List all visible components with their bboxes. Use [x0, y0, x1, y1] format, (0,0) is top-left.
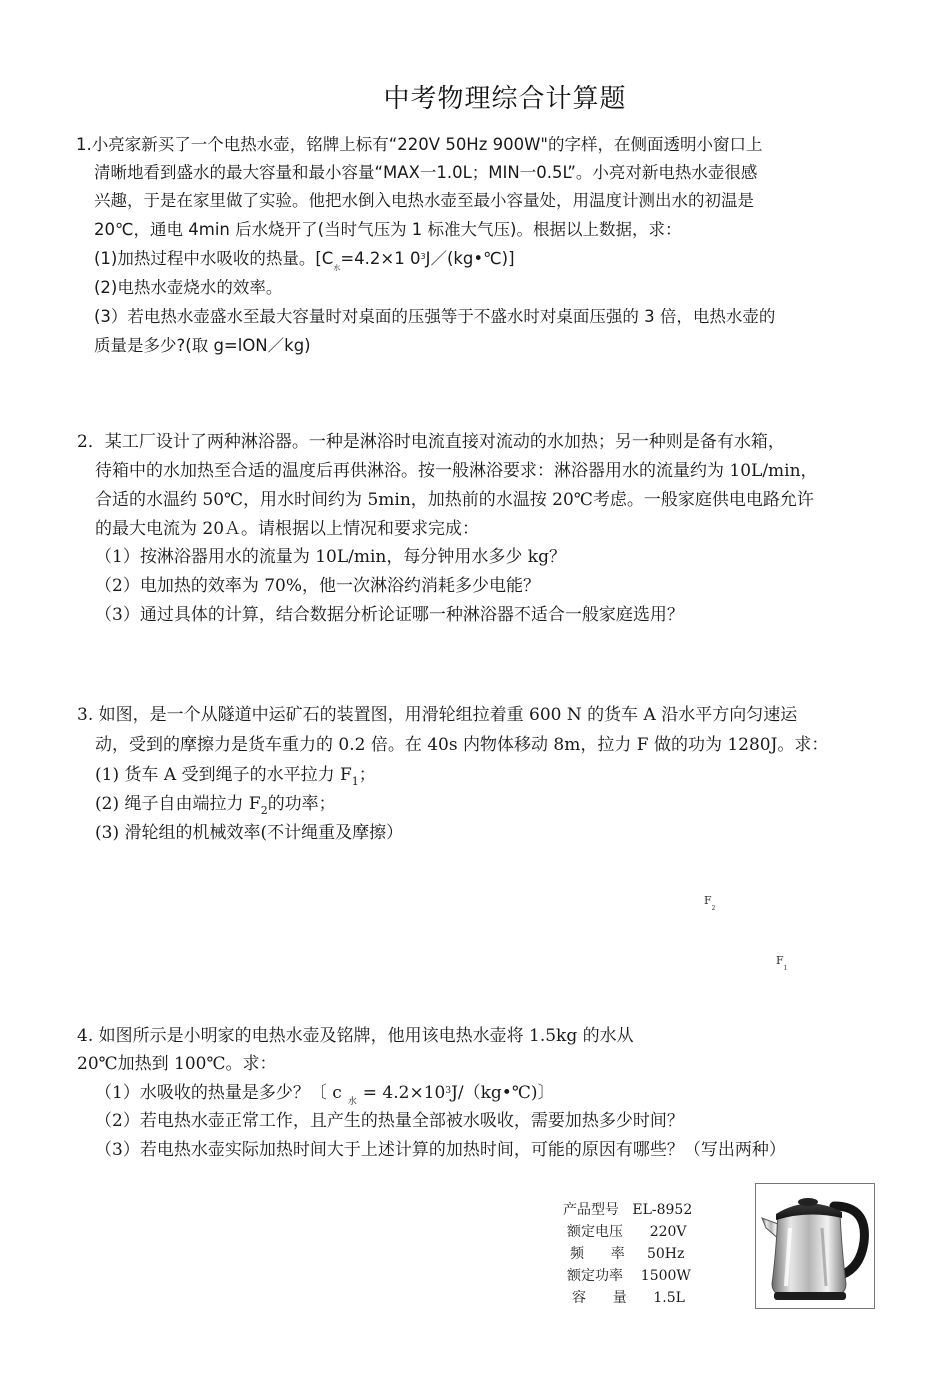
- q4-exponent: 3: [445, 1086, 452, 1096]
- q1-exponent: 3: [420, 252, 426, 261]
- q1-line-5-value: =4.2×1 0: [340, 249, 421, 268]
- q4-line-3-value: = 4.2×10: [362, 1083, 446, 1103]
- q4-line-3: [95, 1085, 554, 1107]
- q2-line-1: 2．某工厂设计了两种淋浴器。一种是淋浴时电流直接对流动的水加热；另一种则是备有水箱，: [77, 432, 785, 452]
- q3-line-4: [95, 796, 336, 816]
- q4-line-5: （3）若电热水壶实际加热时间大于上述计算的加热时间，可能的原因有哪些？（写出两种）: [95, 1140, 786, 1160]
- q1-line-5-unit: J／(kg•℃)]: [425, 249, 515, 268]
- nameplate-frequency: 频 率 50Hz: [570, 1246, 685, 1262]
- q3-line-3-end: ；: [358, 765, 376, 785]
- figure-label-f2: [704, 895, 715, 912]
- q2-line-7: （3）通过具体的计算，结合数据分析论证哪一种淋浴器不适合一般家庭选用？: [95, 605, 684, 625]
- q4-line-3-unit: J/（kg•℃)〕: [451, 1083, 555, 1103]
- q2-line-6: （2）电加热的效率为 70%，他一次淋浴约消耗多少电能？: [95, 576, 541, 596]
- q3-line-5: (3) 滑轮组的机械效率(不计绳重及摩擦）: [95, 823, 404, 843]
- q2-line-2: 待箱中的水加热至合适的温度后再供淋浴。按一般淋浴要求：淋浴器用水的流量约为 10L/min，: [95, 461, 818, 481]
- nameplate-power: 额定功率 1500W: [567, 1268, 691, 1284]
- q1-line-7: (3）若电热水壶盛水至最大容量时对桌面的压强等于不盛水时对桌面压强的 3 倍，电热水壶的: [94, 307, 776, 326]
- q4-line-3-text: （1）水吸收的热量是多少？〔 c: [95, 1083, 342, 1103]
- nameplate-capacity: 容 量 1.5L: [572, 1290, 685, 1306]
- q1-line-3: 兴趣，于是在家里做了实验。他把水倒入电热水壶至最小容量处，用温度计测出水的初温是: [94, 191, 754, 210]
- q3-f2-subscript: 2: [260, 804, 268, 817]
- q1-line-5: [94, 251, 515, 272]
- f2-index: 2: [711, 905, 716, 912]
- q3-line-1: 3. 如图，是一个从隧道中运矿石的装置图，用滑轮组拉着重 600 N 的货车 A 沿水平方向匀速运: [77, 705, 798, 725]
- q4-line-1: 4. 如图所示是小明家的电热水壶及铭牌，他用该电热水壶将 1.5kg 的水从: [77, 1026, 634, 1046]
- q1-water-subscript: 水: [333, 264, 341, 272]
- q1-line-8: 质量是多少?(取 g=lON／kg): [94, 336, 311, 355]
- q4-line-4: （2）若电热水壶正常工作，且产生的热量全部被水吸收，需要加热多少时间？: [95, 1111, 684, 1131]
- q2-line-3: 合适的水温约 50℃，用水时间约为 5min，加热前的水温按 20℃考虑。一般家庭供电电路允许: [95, 490, 814, 510]
- q3-f1-subscript: 1: [351, 775, 359, 788]
- q1-line-2: 清晰地看到盛水的最大容量和最小容量“MAX一1.0L；MIN一0.5L”。小亮对新电热水壶很感: [94, 163, 758, 182]
- kettle-image: [755, 1183, 875, 1309]
- q1-line-6: (2)电热水壶烧水的效率。: [94, 278, 283, 297]
- figure-label-f1: [776, 955, 787, 972]
- nameplate-voltage: 额定电压 220V: [567, 1224, 687, 1240]
- q1-line-1: 1.小亮家新买了一个电热水壶，铭牌上标有“220V 50Hz 900W"的字样，在侧面透明小窗口上: [76, 135, 763, 154]
- q3-line-3-text: (1) 货车 A 受到绳子的水平拉力 F: [95, 765, 352, 785]
- q1-line-5-text: (1)加热过程中水吸收的热量。[C: [94, 249, 334, 268]
- q3-line-3: [95, 767, 376, 787]
- page-title: 中考物理综合计算题: [383, 84, 627, 114]
- f2-letter: F: [704, 894, 712, 907]
- q1-line-4: 20℃，通电 4min 后水烧开了(当时气压为 1 标准大气压)。根据以上数据，求：: [94, 220, 682, 239]
- q2-line-5: （1）按淋浴器用水的流量为 10L/min，每分钟用水多少 kg？: [95, 547, 566, 567]
- q3-line-2: 动，受到的摩擦力是货车重力的 0.2 倍。在 40s 内物体移动 8m，拉力 F 做的功为 1280J。求：: [95, 735, 829, 755]
- f1-index: 1: [783, 965, 788, 972]
- q4-water-subscript: 水: [347, 1097, 357, 1107]
- kettle-drawing: [756, 1184, 874, 1308]
- q3-line-4-text: (2) 绳子自由端拉力 F: [95, 794, 261, 814]
- q4-line-2: 20℃加热到 100℃。求：: [77, 1054, 277, 1074]
- q2-line-4: 的最大电流为 20Ａ。请根据以上情况和要求完成：: [95, 519, 480, 539]
- f1-letter: F: [776, 954, 784, 967]
- nameplate-model: 产品型号 EL-8952: [563, 1202, 693, 1218]
- q3-line-4-end: 的功率；: [267, 794, 336, 814]
